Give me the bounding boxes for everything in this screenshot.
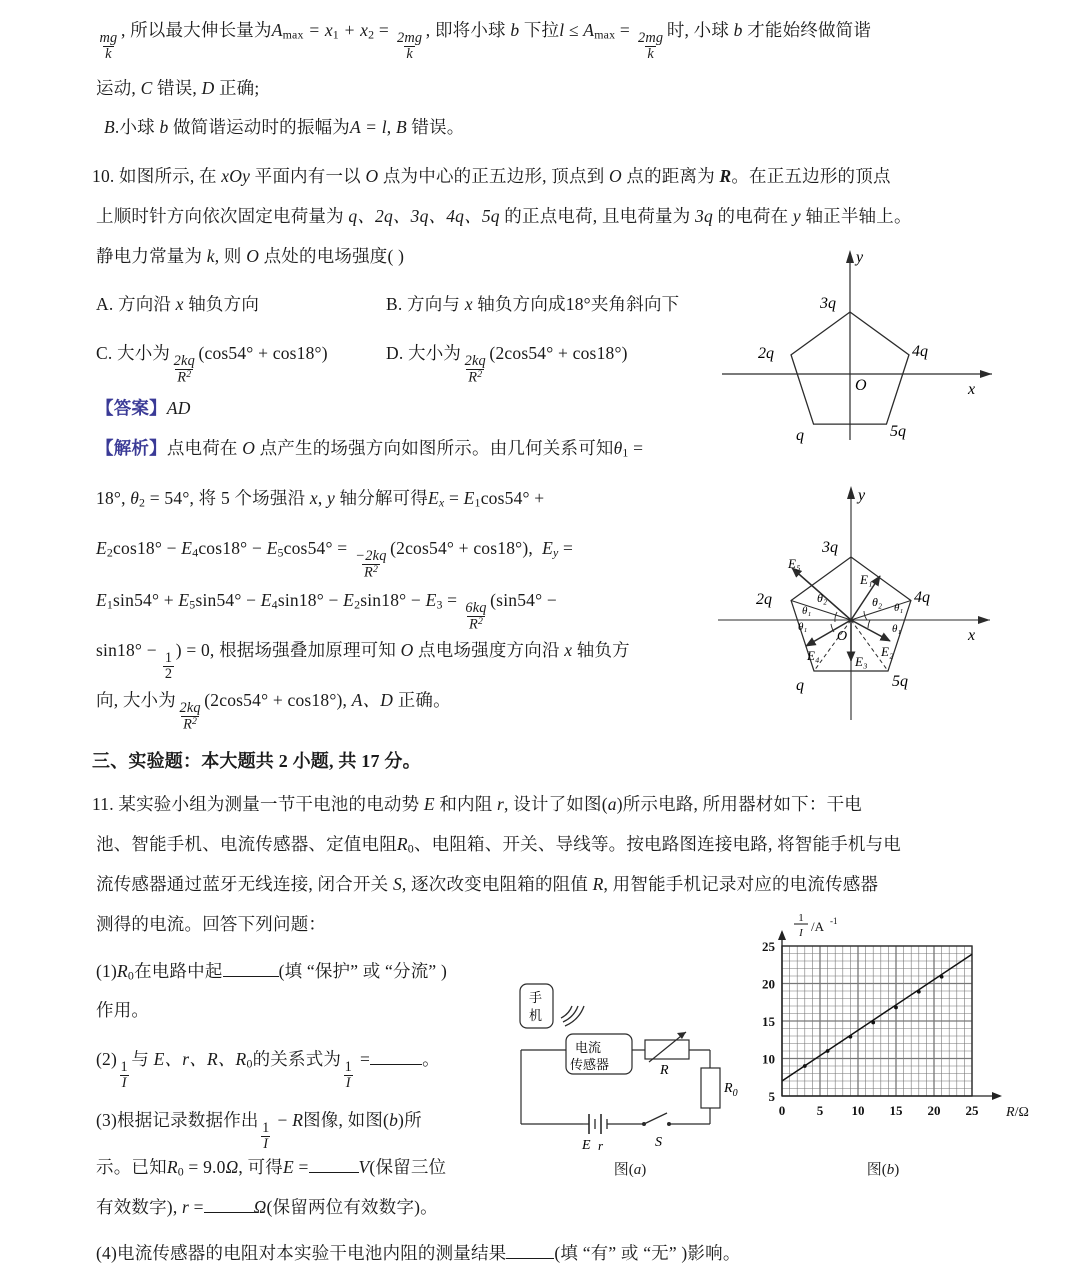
svg-text:-1: -1	[830, 916, 838, 926]
svg-text:5: 5	[768, 1089, 775, 1104]
svg-text:θ₂: θ₂	[817, 591, 828, 605]
q11-stem-line-1: 11. 某实验小组为测量一节干电池的电动势 E 和内阻 r, 设计了如图(a)所示电路, 所用器材如下：干电	[92, 794, 862, 814]
svg-text:20: 20	[762, 976, 775, 992]
svg-text:/A: /A	[811, 919, 824, 934]
svg-text:15: 15	[762, 1014, 775, 1029]
graph-figure-caption: 图(b)	[866, 1162, 900, 1178]
svg-text:25: 25	[965, 1103, 979, 1118]
q10-analysis-line-6: 向, 大小为 $\frac{2kq}{R^2}$ (2cos54° + cos18°), A、D 正确。	[96, 690, 451, 733]
svg-text:15: 15	[889, 1103, 903, 1118]
svg-text:y: y	[856, 249, 864, 266]
q11-stem-line-3: 流传感器通过蓝牙无线连接, 闭合开关 S, 逐次改变电阻箱的阻值 R, 用智能手机记录对应的电流传感器	[96, 874, 879, 894]
answer-blank-2[interactable]	[370, 1050, 422, 1065]
svg-text:5: 5	[816, 1103, 824, 1118]
svg-text:E₃: E₃	[855, 654, 868, 669]
svg-text:R/Ω: R/Ω	[1006, 1105, 1029, 1120]
svg-text:5q: 5q	[892, 673, 908, 690]
svg-text:5q: 5q	[890, 423, 906, 440]
svg-text:机: 机	[529, 1008, 543, 1023]
svg-text:O: O	[837, 629, 848, 644]
svg-text:S: S	[655, 1135, 662, 1150]
svg-text:R0: $R_0$	[724, 1081, 738, 1099]
q10-analysis-line-2: 18°, $\theta_2 = 54^\circ$, 将 5 个场强沿 x, y 轴分解可得$E_x = E_1\cos 54^\circ$ +	[96, 488, 545, 510]
q10-analysis-line-1: 【解析】点电荷在 O 点产生的场强方向如图所示。由几何关系可知$\theta_1$ =	[96, 438, 644, 460]
svg-text:θ₁: θ₁	[798, 621, 808, 633]
q11-stem-line-2: 池、智能手机、电流传感器、定值电阻$R_0$、电阻箱、开关、导线等。按电路图连接电路, 将智能手机与电	[96, 834, 902, 856]
svg-text:3q: 3q	[822, 539, 838, 556]
svg-text:E₁: E₁	[860, 572, 873, 587]
q10-analysis-line-4: $E_1\sin 54^\circ + E_5\sin 54^\circ - E_4\sin 18^\circ - E_2\sin 18^\circ - E_3$ = $\frac{6kq}{R^2}$ (sin54° −	[96, 590, 557, 633]
pentagon-charges-diagram	[722, 244, 1012, 444]
q10-stem-line-3: 静电力常量为 k, 则 O 点处的电场强度( )	[96, 246, 405, 266]
svg-text:E: E	[582, 1138, 591, 1153]
answer-blank-1[interactable]	[223, 962, 279, 977]
svg-text:2q: 2q	[756, 591, 772, 608]
q10-option-c: C. 大小为 $\frac{2kq}{R^2}$ (cos54° + cos18°)	[96, 343, 328, 386]
q11-sub3-line-2: 示。已知$R_0 = 9.0\Omega$, 可得E = V(保留三位	[96, 1157, 447, 1179]
svg-text:q: q	[796, 427, 804, 444]
q10-stem-line-1: 10. 如图所示, 在 xOy 平面内有一以 O 点为中心的正五边形, 顶点到 O 点的距离为 R。在正五边形的顶点	[92, 166, 891, 186]
q10-option-b: B. 方向与 x 轴负方向成18°夹角斜向下	[386, 294, 680, 314]
q9-line-3: B.小球 b 做简谐运动时的振幅为A = l, B 错误。	[104, 117, 465, 137]
section-3-heading: 三、实验题：本大题共 2 小题, 共 17 分。	[92, 751, 421, 771]
answer-blank-3[interactable]	[309, 1158, 359, 1173]
q11-sub4: (4)电流传感器的电阻对本实验干电池内阻的测量结果 (填 “有” 或 “无” )影响。	[96, 1243, 741, 1263]
q10-analysis-line-5: sin18° − $\frac{1}{2}$ ) = 0, 根据场强叠加原理可知 O 点电场强度方向沿 x 轴负方	[96, 640, 630, 682]
svg-text:y: y	[858, 487, 866, 504]
q11-sub2: (2) $\frac{1}{I}$ 与 E、r、R、$R_0$的关系式为 $\frac{1}{I}$ = 。	[96, 1049, 440, 1091]
svg-text:E₂: E₂	[881, 644, 894, 659]
svg-text:0: 0	[778, 1103, 786, 1118]
svg-text:x: x	[968, 627, 976, 644]
svg-text:25: 25	[762, 939, 775, 954]
svg-text:I: I	[799, 927, 803, 939]
q11-sub3-line-3: 有效数字), r = Ω(保留两位有效数字)。	[96, 1197, 438, 1217]
svg-text:4q: 4q	[912, 343, 928, 360]
svg-text:4q: 4q	[914, 589, 930, 606]
svg-text:电流: 电流	[575, 1040, 602, 1055]
q9-line-1: $\frac{mg}{k}$ , 所以最大伸长量为$A_{max} = x_1 + x_2$ = $\frac{2mg}{k}$ , 即将小球 b 下拉$l \le A_{max}$ = $\frac{2mg}{k}$ 时, 小球 b 才能始终做简谐	[99, 20, 872, 62]
graph-b-inverse-current-vs-resistance	[744, 912, 1029, 1148]
q11-sub1-line-2: 作用。	[96, 1000, 150, 1020]
svg-text:1: 1	[798, 912, 804, 924]
q10-stem-line-2: 上顺时针方向依次固定电荷量为 q、2q、3q、4q、5q 的正点电荷, 且电荷量为 3q 的电荷在 y 轴正半轴上。	[96, 206, 912, 226]
svg-text:r: r	[598, 1138, 604, 1153]
q11-sub1-line-1: $(1)R_0$在电路中起 (填 “保护” 或 “分流” )	[96, 961, 447, 983]
svg-text:2q: 2q	[758, 345, 774, 362]
svg-text:O: O	[855, 377, 867, 394]
svg-text:q: q	[796, 677, 804, 694]
svg-text:θ₁: θ₁	[892, 623, 902, 635]
svg-text:E₅: E₅	[788, 556, 801, 571]
q10-answer: 【答案】AD	[96, 398, 191, 418]
svg-text:E₄: E₄	[807, 648, 820, 663]
svg-text:x: x	[968, 381, 976, 398]
svg-text:θ₂: θ₂	[872, 595, 883, 609]
q10-option-a: A. 方向沿 x 轴负方向	[96, 294, 260, 314]
q10-analysis-line-3: $E_2\cos 18^\circ - E_4\cos 18^\circ - E_5\cos 54^\circ$ = $\frac{-2kq}{R^2}$ (2cos54° + cos18°), $E_y$ =	[96, 538, 574, 581]
circuit-figure-caption: 图(a)	[613, 1162, 647, 1178]
svg-text:手: 手	[529, 990, 543, 1005]
svg-text:10: 10	[762, 1051, 775, 1067]
pentagon-field-vectors-diagram	[718, 478, 1013, 723]
svg-text:θ₁: θ₁	[802, 605, 812, 617]
svg-text:θ₁: θ₁	[894, 602, 904, 614]
bluetooth-waves-icon	[561, 1006, 584, 1026]
answer-blank-5[interactable]	[506, 1244, 554, 1259]
q11-sub3-line-1: (3)根据记录数据作出 $\frac{1}{I}$ − R图像, 如图(b)所	[96, 1110, 422, 1152]
answer-blank-4[interactable]	[204, 1198, 254, 1213]
svg-text:20: 20	[927, 1103, 941, 1118]
svg-text:10: 10	[851, 1103, 865, 1118]
circuit-diagram-a	[503, 972, 743, 1157]
svg-text:R: R	[660, 1063, 669, 1078]
svg-text:3q: 3q	[820, 295, 836, 312]
q11-stem-line-4: 测得的电流。回答下列问题：	[96, 914, 327, 934]
q10-option-d: D. 大小为 $\frac{2kq}{R^2}$ (2cos54° + cos18°)	[386, 343, 628, 386]
svg-text:传感器: 传感器	[570, 1057, 610, 1072]
q9-line-2: 运动, C 错误, D 正确;	[96, 78, 260, 98]
